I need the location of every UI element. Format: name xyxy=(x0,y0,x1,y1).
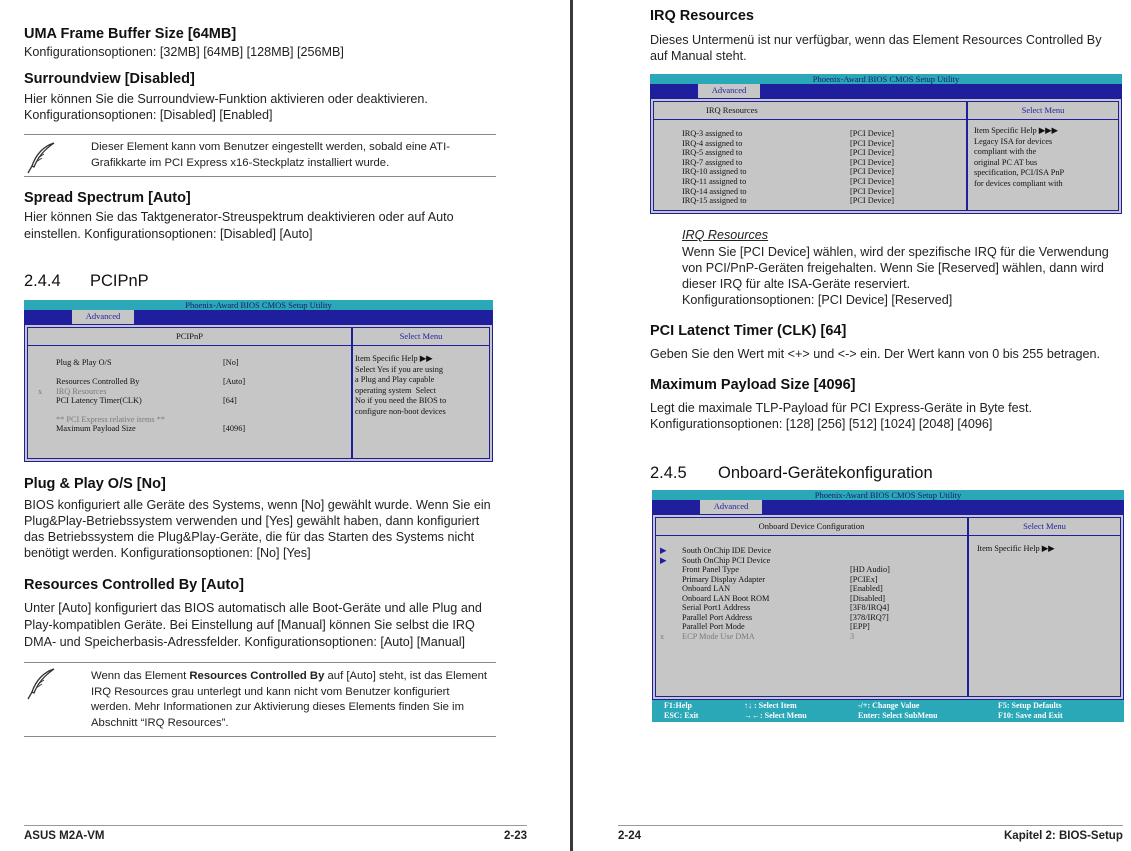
bios-tabbar xyxy=(652,500,1124,514)
uma-heading: UMA Frame Buffer Size [64MB] xyxy=(24,26,237,42)
irq-item-2-value[interactable]: [PCI Device] xyxy=(850,148,895,158)
note1-line2: Grafikkarte im PCI Express x16-Steckplatz installiert wurde. xyxy=(91,156,390,169)
page-number: 2-24 xyxy=(618,830,642,842)
bios-body xyxy=(652,514,1124,700)
feather-pen-icon xyxy=(24,666,60,702)
right-page xyxy=(574,0,1131,851)
bios-item-1-label[interactable]: Resources Controlled By xyxy=(56,377,140,386)
bios-right-pane xyxy=(968,517,1121,697)
bios-left-pane xyxy=(653,101,967,211)
tab-advanced[interactable]: Advanced xyxy=(698,84,760,98)
onboard-item-3-value[interactable]: [PCIEx] xyxy=(850,574,878,584)
onboard-item-4-label[interactable]: Onboard LAN xyxy=(682,584,731,593)
bios-irq-screen xyxy=(650,74,1122,214)
section-title: Onboard-Gerätekonfiguration xyxy=(718,464,933,482)
plugplay-line4: benötigt werden. Konfigurationsoptionen: [No] [Yes] xyxy=(24,546,311,560)
onboard-item-3-label[interactable]: Primary Display Adapter xyxy=(682,574,765,584)
note2-rule-top xyxy=(24,662,496,663)
bios-item-3-label[interactable]: PCI Latency Timer(CLK) xyxy=(56,396,142,405)
uma-text: Konfigurationsoptionen: [32MB] [64MB] [128MB] [256MB] xyxy=(24,45,344,59)
note-rule-top xyxy=(24,134,496,135)
note2-line2: IRQ Resources grau unterlegt und kann nicht vom Benutzer konfiguriert xyxy=(91,685,450,698)
footer-right: Kapitel 2: BIOS-Setup xyxy=(1004,830,1123,842)
note1-line1: Dieser Element kann vom Benutzer eingestellt werden, sobald eine ATI- xyxy=(91,141,450,153)
right-pane-header: Select Menu xyxy=(969,518,1120,536)
section-number: 2.4.5 xyxy=(650,464,687,482)
onboard-item-4-value[interactable]: [Enabled] xyxy=(850,584,883,593)
help-line: a Plug and Play capable xyxy=(355,375,435,384)
irq-item-0-label[interactable]: IRQ-3 assigned to xyxy=(682,129,743,138)
spread-heading: Spread Spectrum [Auto] xyxy=(24,190,191,206)
onboard-item-6-value[interactable]: [3F8/IRQ4] xyxy=(850,603,890,612)
onboard-item-8-value[interactable]: [EPP] xyxy=(850,622,870,631)
key-hint: Enter: Select SubMenu xyxy=(858,711,938,720)
irq-sub-line1: Wenn Sie [PCI Device] wählen, wird der spezifische IRQ für die Verwendung xyxy=(682,245,1109,259)
plugplay-line2: Plug&Play-Betriebssystem verwenden und [Yes] gewählt haben, dann konfiguriert xyxy=(24,514,480,528)
note2-text xyxy=(91,669,487,731)
item-help-text xyxy=(355,354,446,417)
footer-rule xyxy=(24,825,527,826)
bios-item-0-label[interactable]: Plug & Play O/S xyxy=(56,358,112,367)
irq-item-0-value[interactable]: [PCI Device] xyxy=(850,129,895,138)
note2-line4: Abschnitt “IRQ Resources”. xyxy=(91,716,229,729)
tab-advanced[interactable]: Advanced xyxy=(700,500,762,514)
onboard-item-9-marker: x xyxy=(660,631,665,641)
help-line: Item Specific Help ▶▶▶ xyxy=(974,126,1058,135)
irq-item-4-value[interactable]: [PCI Device] xyxy=(850,167,895,177)
tab-advanced[interactable]: Advanced xyxy=(72,310,134,324)
onboard-item-7-label[interactable]: Parallel Port Address xyxy=(682,612,753,622)
irq-line2: auf Manual steht. xyxy=(650,49,747,63)
bios-pcipnp-screen xyxy=(24,300,493,462)
irq-sub-line4: Konfigurationsoptionen: [PCI Device] [Reserved] xyxy=(682,293,953,307)
page-spine xyxy=(570,0,573,851)
onboard-item-1-label[interactable]: South OnChip PCI Device xyxy=(682,555,771,565)
bios-right-pane xyxy=(967,101,1119,211)
onboard-item-9-label: ECP Mode Use DMA xyxy=(682,631,755,641)
section-title: PCIPnP xyxy=(90,272,149,290)
key-hint: ↑↓ : Select Item xyxy=(744,701,797,710)
key-hint: F5: Setup Defaults xyxy=(998,701,1062,710)
left-pane-header: Onboard Device Configuration xyxy=(656,518,967,536)
onboard-item-7-value[interactable]: [378/IRQ7] xyxy=(850,612,889,622)
feather-pen-icon xyxy=(24,140,60,176)
left-pane-header: IRQ Resources xyxy=(654,102,966,120)
irq-item-1-label[interactable]: IRQ-4 assigned to xyxy=(682,138,743,148)
help-line: compliant with the xyxy=(974,147,1037,156)
bios-left-pane xyxy=(655,517,968,697)
bios-right-pane xyxy=(352,327,490,459)
latency-text: Geben Sie den Wert mit <+> und <-> ein. Der Wert kann von 0 bis 255 betragen. xyxy=(650,347,1101,361)
irq-sub-line3: dieser IRQ für alte ISA-Geräte reserviert. xyxy=(682,277,911,291)
note-rule-bottom xyxy=(24,176,496,177)
surroundview-heading: Surroundview [Disabled] xyxy=(24,71,195,87)
bios-item-1-value[interactable]: [Auto] xyxy=(223,377,246,386)
key-hint: F10: Save and Exit xyxy=(998,711,1063,720)
onboard-item-9-value: 3 xyxy=(850,631,855,641)
key-hint: ESC: Exit xyxy=(664,711,699,720)
note2-line1-end: auf [Auto] steht, ist das Element xyxy=(324,670,487,682)
note2-rule-bottom xyxy=(24,736,496,737)
left-pane-header: PCIPnP xyxy=(28,328,351,346)
resources-line3: DMA- und Speicherbasis-Adressfelder. Konfigurationsoptionen: [Auto] [Manual] xyxy=(24,635,466,649)
bios-item-4-label: ** PCI Express relative items ** xyxy=(56,415,165,424)
bios-tabbar xyxy=(650,84,1122,98)
irq-item-6-label[interactable]: IRQ-14 assigned to xyxy=(682,186,747,196)
resources-line2: Play-kompatiblen Geräte. Bei Einstellung auf [Manual] können Sie selbst die IRQ xyxy=(24,618,475,632)
footer-rule xyxy=(618,825,1123,826)
onboard-item-5-value[interactable]: [Disabled] xyxy=(850,593,886,603)
item-help-text xyxy=(977,544,1055,555)
section-heading-245 xyxy=(650,464,933,483)
payload-line2: Konfigurationsoptionen: [128] [256] [512] [1024] [2048] [4096] xyxy=(650,417,993,431)
irq-item-4-label[interactable]: IRQ-10 assigned to xyxy=(682,167,747,177)
help-line: specification, PCI/ISA PnP xyxy=(974,168,1065,177)
section-number: 2.4.4 xyxy=(24,272,61,290)
irq-item-7-label[interactable]: IRQ-15 assigned to xyxy=(682,196,747,206)
bios-title: Phoenix-Award BIOS CMOS Setup Utility xyxy=(24,300,493,310)
bios-item-5-value[interactable]: [4096] xyxy=(223,424,246,433)
help-line: original PC AT bus xyxy=(974,157,1038,167)
spread-line1: Hier können Sie das Taktgenerator-Streuspektrum deaktivieren oder auf Auto xyxy=(24,210,454,224)
bios-left-pane xyxy=(27,327,352,459)
help-line: for devices compliant with xyxy=(974,178,1063,188)
key-hint: F1:Help xyxy=(664,701,692,710)
onboard-item-5-label[interactable]: Onboard LAN Boot ROM xyxy=(682,593,770,603)
irq-item-6-value[interactable]: [PCI Device] xyxy=(850,186,895,196)
help-line: configure non-boot devices xyxy=(355,406,446,416)
bios-item-5-label[interactable]: Maximum Payload Size xyxy=(56,424,136,433)
plugplay-line1: BIOS konfiguriert alle Geräte des Systems, wenn [No] gewählt wurde. Wenn Sie ein xyxy=(24,498,491,512)
payload-heading: Maximum Payload Size [4096] xyxy=(650,377,856,393)
irq-item-2-label[interactable]: IRQ-5 assigned to xyxy=(682,148,743,158)
irq-heading: IRQ Resources xyxy=(650,8,754,24)
item-help-text xyxy=(974,126,1064,189)
bios-tabbar xyxy=(24,310,493,324)
help-line: Select Yes if you are using xyxy=(355,364,444,374)
key-hint: -/+: Change Value xyxy=(858,701,920,710)
help-line: operating system Select xyxy=(355,385,436,395)
onboard-item-0-label[interactable]: South OnChip IDE Device xyxy=(682,546,772,555)
bios-item-2-marker: x xyxy=(38,387,43,396)
resources-heading: Resources Controlled By [Auto] xyxy=(24,577,244,593)
bios-body xyxy=(650,98,1122,214)
irq-item-1-value[interactable]: [PCI Device] xyxy=(850,138,895,148)
bios-item-0-value[interactable]: [No] xyxy=(223,358,239,367)
irq-sub-line2: von PCI/PnP-Geräten freigehalten. Wenn Sie [Reserved] wählen, dann wird xyxy=(682,261,1104,275)
irq-line1: Dieses Untermenü ist nur verfügbar, wenn das Element Resources Controlled By xyxy=(650,33,1102,47)
plugplay-line3: das Betriebssystem die Plug&Play-Geräte, die für das Starten des Systems nicht xyxy=(24,530,475,544)
help-line: Item Specific Help ▶▶ xyxy=(355,354,433,363)
onboard-item-8-label[interactable]: Parallel Port Mode xyxy=(682,622,745,631)
note2-line1-start: Wenn das Element xyxy=(91,670,190,682)
onboard-item-2-label[interactable]: Front Panel Type xyxy=(682,565,739,574)
bios-title: Phoenix-Award BIOS CMOS Setup Utility xyxy=(650,74,1122,84)
right-pane-header: Select Menu xyxy=(968,102,1118,120)
irq-item-3-label[interactable]: IRQ-7 assigned to xyxy=(682,157,743,167)
spread-line2: einstellen. Konfigurationsoptionen: [Disabled] [Auto] xyxy=(24,227,313,241)
surroundview-line1: Hier können Sie die Surroundview-Funktion aktivieren oder deaktivieren. xyxy=(24,92,428,106)
note2-emphasis: Resources Controlled By xyxy=(189,670,325,682)
bios-key-legend xyxy=(652,700,1124,722)
irq-item-3-value[interactable]: [PCI Device] xyxy=(850,157,895,167)
onboard-item-0-marker: ▶ xyxy=(660,546,667,555)
bios-item-2-label: IRQ Resources xyxy=(56,387,107,396)
latency-heading: PCI Latenct Timer (CLK) [64] xyxy=(650,323,847,339)
help-line: No if you need the BIOS to xyxy=(355,396,447,405)
bios-title: Phoenix-Award BIOS CMOS Setup Utility xyxy=(652,490,1124,500)
onboard-item-1-marker: ▶ xyxy=(660,555,667,565)
irq-item-7-value[interactable]: [PCI Device] xyxy=(850,196,895,206)
section-heading-244 xyxy=(24,272,149,291)
help-line: Item Specific Help ▶▶ xyxy=(977,544,1055,553)
right-pane-header: Select Menu xyxy=(353,328,489,346)
irq-sub-heading: IRQ Resources xyxy=(682,228,769,242)
onboard-item-6-label[interactable]: Serial Port1 Address xyxy=(682,603,751,612)
bios-item-3-value[interactable]: [64] xyxy=(223,396,237,405)
irq-item-5-label[interactable]: IRQ-11 assigned to xyxy=(682,177,747,186)
surroundview-line2: Konfigurationsoptionen: [Disabled] [Enabled] xyxy=(24,108,273,122)
irq-item-5-value[interactable]: [PCI Device] xyxy=(850,177,895,186)
plugplay-heading: Plug & Play O/S [No] xyxy=(24,476,166,492)
note1-text xyxy=(91,140,450,171)
note2-line1 xyxy=(91,669,487,685)
note2-line3: werden. Mehr Informationen zur Aktivierung dieses Elements finden Sie im xyxy=(91,701,464,713)
key-hint: →←: Select Menu xyxy=(744,711,807,720)
onboard-item-2-value[interactable]: [HD Audio] xyxy=(850,565,890,574)
page-number: 2-23 xyxy=(504,830,528,842)
bios-onboard-screen xyxy=(652,490,1124,722)
bios-body xyxy=(24,324,493,462)
resources-line1: Unter [Auto] konfiguriert das BIOS automatisch alle Boot-Geräte und alle Plug and xyxy=(24,601,482,615)
footer-left: ASUS M2A-VM xyxy=(24,830,105,842)
help-line: Legacy ISA for devices xyxy=(974,136,1053,146)
payload-line1: Legt die maximale TLP-Payload für PCI Express-Geräte in Byte fest. xyxy=(650,401,1032,415)
